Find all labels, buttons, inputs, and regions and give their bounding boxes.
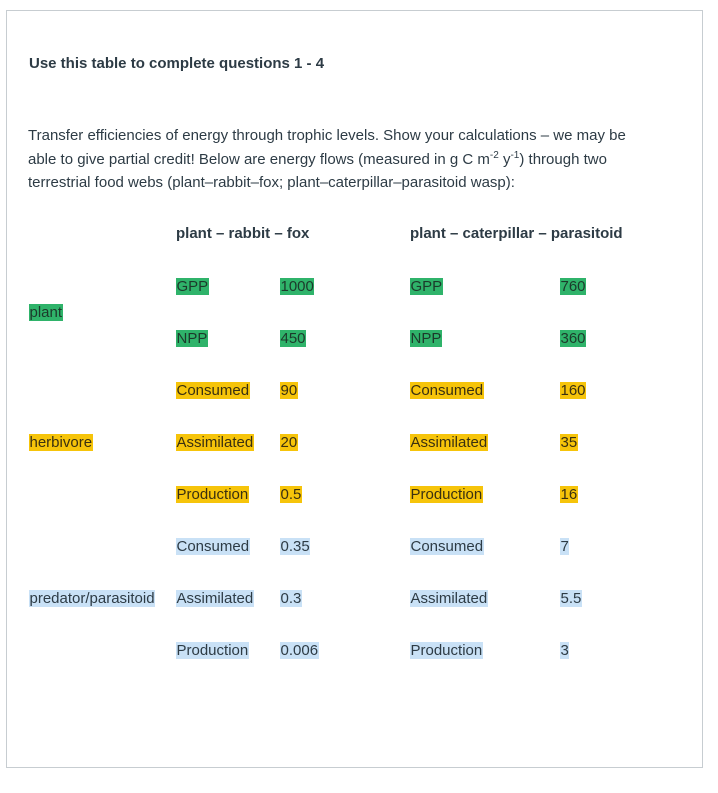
web2-predator-consumed-value: 7 (560, 538, 569, 555)
web2-npp-label: NPP (410, 330, 442, 347)
web1-herbivore-production-value: 0.5 (280, 486, 302, 503)
web2-predator-consumed-label: Consumed (410, 538, 484, 555)
row-label-gpp: GPP (176, 278, 209, 295)
web2-herbivore-production-label: Production (410, 486, 483, 503)
intro-line-2-end: ) through two (519, 150, 607, 168)
web1-predator-consumed-value: 0.35 (280, 538, 310, 555)
row-label-predator-assimilated: Assimilated (176, 590, 254, 607)
row-label-herbivore-consumed: Consumed (176, 382, 250, 399)
web2-herbivore-production-value: 16 (560, 486, 578, 503)
unit-exponent-2: -1 (510, 149, 520, 161)
level-label-herbivore: herbivore (29, 434, 93, 451)
web1-npp-value: 450 (280, 330, 306, 347)
row-label-predator-consumed: Consumed (176, 538, 250, 555)
level-label-plant: plant (29, 304, 63, 321)
intro-paragraph (28, 124, 678, 195)
row-label-npp: NPP (176, 330, 208, 347)
web2-gpp-value: 760 (560, 278, 586, 295)
web2-gpp-label: GPP (410, 278, 443, 295)
web2-herbivore-assimilated-value: 35 (560, 434, 578, 451)
web1-herbivore-consumed-value: 90 (280, 382, 298, 399)
intro-line-1: Transfer efficiencies of energy through trophic levels. Show your calculations – we may be (28, 127, 626, 144)
web1-gpp-value: 1000 (280, 278, 314, 295)
unit-exponent-1: -2 (489, 149, 499, 161)
intro-line-3: terrestrial food webs (plant–rabbit–fox; plant–caterpillar–parasitoid wasp): (28, 174, 515, 191)
unit-year: y (498, 150, 511, 168)
intro-line-2: able to give partial credit! Below are energy flows (measured in g C m (28, 150, 490, 168)
level-label-predator: predator/parasitoid (29, 590, 155, 607)
web2-predator-assimilated-value: 5.5 (560, 590, 582, 607)
question-card (6, 10, 703, 768)
column-header-web1: plant – rabbit – fox (176, 225, 310, 242)
web2-predator-production-label: Production (410, 642, 483, 659)
web2-herbivore-consumed-value: 160 (560, 382, 586, 399)
row-label-herbivore-assimilated: Assimilated (176, 434, 254, 451)
web1-predator-production-value: 0.006 (280, 642, 319, 659)
web1-predator-assimilated-value: 0.3 (280, 590, 302, 607)
web2-npp-value: 360 (560, 330, 586, 347)
web2-herbivore-consumed-label: Consumed (410, 382, 484, 399)
web1-herbivore-assimilated-value: 20 (280, 434, 298, 451)
row-label-predator-production: Production (176, 642, 249, 659)
web2-herbivore-assimilated-label: Assimilated (410, 434, 488, 451)
web2-predator-production-value: 3 (560, 642, 569, 659)
page-title: Use this table to complete questions 1 - 4 (29, 55, 325, 72)
row-label-herbivore-production: Production (176, 486, 249, 503)
column-header-web2: plant – caterpillar – parasitoid (410, 225, 623, 242)
web2-predator-assimilated-label: Assimilated (410, 590, 488, 607)
